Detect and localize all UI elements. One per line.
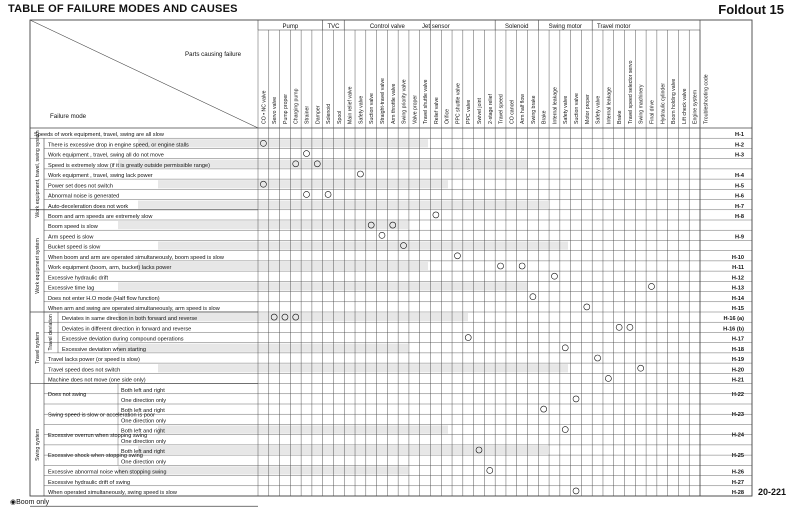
- cause-mark: [573, 488, 579, 494]
- part-label: Arm throttle valve: [390, 83, 397, 124]
- cause-mark: [465, 335, 471, 341]
- failure-mode-row: There is excessive drop in engine speed, or engine stalls: [48, 142, 189, 149]
- troubleshooting-code: H-24: [731, 432, 744, 439]
- part-label: CO • NC valve: [261, 90, 268, 124]
- shade-band: [118, 221, 408, 229]
- failure-mode-row: Boom and arm speeds are extremely slow: [48, 214, 153, 220]
- cause-mark: [627, 324, 633, 330]
- part-label: Servo valve: [272, 96, 279, 124]
- part-label: Valve proper: [412, 94, 419, 124]
- failure-mode-row: Speeds of work equipment, travel, swing are all slow: [34, 132, 164, 139]
- sub-mode-label: Both left and right: [121, 408, 165, 415]
- troubleshooting-code: H-12: [731, 275, 744, 282]
- troubleshooting-code: H-7: [734, 203, 744, 210]
- part-label: Final drive: [649, 100, 656, 124]
- cause-mark: [325, 191, 331, 197]
- part-label: Suction valve: [369, 93, 376, 124]
- sub-mode-label: One direction only: [121, 398, 167, 404]
- cause-mark: [541, 406, 547, 412]
- failure-mode-row: Travel speed does not switch: [48, 367, 121, 374]
- failure-mode-row: Deviates in same direction in both forward and reverse: [62, 316, 198, 323]
- sub-mode-label: One direction only: [121, 459, 167, 466]
- legend-boom-only: ◉Boom only: [10, 499, 50, 506]
- part-label: Solenoid: [326, 103, 333, 124]
- failure-mode-row: Abnormal noise is generated: [48, 193, 120, 200]
- troubleshooting-code: H-1: [734, 132, 744, 139]
- cause-mark: [487, 467, 493, 473]
- system-label: Work equipment system: [35, 238, 41, 294]
- part-label: Spool: [336, 110, 343, 124]
- troubleshooting-code: H-6: [734, 193, 744, 200]
- part-label: Brake: [541, 110, 548, 124]
- troubleshooting-code: H-8: [734, 214, 744, 220]
- troubleshooting-code: H-13: [731, 285, 744, 292]
- part-label: Suction valve: [574, 93, 581, 124]
- document-title: TABLE OF FAILURE MODES AND CAUSES: [8, 3, 238, 15]
- part-group-label: Control valve: [369, 24, 405, 30]
- troubleshooting-code: H-20: [731, 367, 744, 374]
- troubleshooting-code: H-16 (b): [723, 326, 744, 333]
- troubleshooting-code: H-9: [734, 234, 744, 241]
- part-label: Orifice: [444, 109, 451, 124]
- part-label: Arm half flow: [520, 94, 527, 124]
- shade-band: [138, 446, 548, 454]
- sub-mode-label: One direction only: [121, 438, 167, 445]
- cause-mark: [562, 427, 568, 433]
- cause-mark: [605, 375, 611, 381]
- failure-mode-row: Excessive hydraulic drift: [48, 275, 108, 282]
- cause-mark: [584, 304, 590, 310]
- part-label: Swing priority valve: [401, 79, 408, 124]
- troubleshooting-code: H-16 (a): [723, 316, 744, 323]
- shade-band: [138, 201, 548, 209]
- troubleshooting-code: H-22: [731, 391, 744, 398]
- shade-band: [158, 241, 568, 249]
- failure-mode-row: Bucket speed is slow: [48, 244, 101, 251]
- shade-band: [118, 344, 408, 352]
- sub-mode-label: Both left and right: [121, 387, 165, 394]
- part-label: Motor proper: [584, 94, 591, 124]
- failure-mode-row: Swing speed is slow or acceleration is poor: [48, 412, 155, 419]
- cause-mark: [562, 345, 568, 351]
- failure-mode-row: Excessive shock when stopping swing: [48, 453, 143, 460]
- part-label: Straight-travel valve: [379, 78, 386, 124]
- shade-band: [118, 282, 528, 290]
- part-label: Safety valve: [358, 95, 365, 124]
- failure-mode-row: Arm speed is slow: [48, 234, 94, 241]
- failure-mode-row: Does not enter H.O mode (Half flow function): [48, 295, 160, 302]
- failure-mode-row: Machine does not move (one side only): [48, 377, 146, 384]
- failure-mode-row: Excessive time lag: [48, 285, 95, 292]
- troubleshooting-code: H-11: [732, 265, 744, 272]
- cause-mark: [648, 283, 654, 289]
- system-label: Swing system: [35, 428, 41, 461]
- parts-causing-failure-label: Parts causing failure: [185, 51, 242, 58]
- part-label: Swing brake: [530, 95, 537, 124]
- sub-mode-label: One direction only: [121, 418, 167, 425]
- system-label: Work equipment, travel, swing system: [35, 130, 41, 218]
- troubleshooting-code: H-17: [731, 336, 744, 343]
- failure-mode-row: Auto-deceleration does not work: [48, 203, 129, 210]
- cause-mark: [551, 273, 557, 279]
- part-group-label: Swing motor: [548, 24, 582, 30]
- cause-mark: [433, 212, 439, 218]
- travel-deviation-label: Travel deviation: [48, 314, 54, 351]
- cause-mark: [616, 324, 622, 330]
- failure-mode-row: Does not swing: [48, 391, 87, 398]
- part-label: Safety valve: [563, 95, 570, 124]
- failure-mode-row: Excessive deviation during compound operations: [62, 336, 184, 343]
- part-group-label: Travel motor: [597, 24, 631, 30]
- cause-mark: [530, 294, 536, 300]
- part-label: Swivel joint: [477, 98, 483, 124]
- troubleshooting-code: H-28: [731, 490, 744, 496]
- failure-mode-row: Travel lacks power (or speed is slow): [48, 357, 140, 364]
- part-label: Boom holding valve: [671, 78, 678, 124]
- part-label: Engine system: [692, 89, 699, 124]
- part-label: Swing machinery: [638, 84, 645, 124]
- failure-mode-row: Work equipment , travel, swing lack power: [48, 173, 153, 180]
- troubleshooting-code: H-27: [731, 479, 744, 486]
- system-label: Travel system: [35, 331, 41, 364]
- part-label: Relief valve: [433, 97, 440, 124]
- part-label: Internal leakage: [606, 87, 613, 124]
- part-group-label: Solenoid: [505, 24, 529, 30]
- troubleshooting-code: H-21: [731, 377, 744, 384]
- failure-mode-row: When boom and arm are operated simultaneously, boom speed is slow: [48, 254, 224, 261]
- part-label: Brake: [617, 110, 624, 124]
- cause-mark: [379, 232, 385, 238]
- page-number: 20-221: [757, 487, 786, 497]
- troubleshooting-code: H-26: [731, 469, 744, 476]
- troubleshooting-code: H-10: [731, 254, 744, 261]
- troubleshooting-code: H-2: [734, 142, 744, 149]
- part-label: Pump proper: [282, 94, 289, 124]
- part-label: Strainer: [304, 105, 311, 124]
- part-label: Troubleshooting code: [703, 74, 710, 124]
- sub-mode-label: Both left and right: [121, 449, 165, 456]
- part-label: Internal leakage: [552, 87, 559, 124]
- troubleshooting-code: H-5: [734, 183, 744, 190]
- part-label: Charging pump: [293, 88, 300, 124]
- cause-mark: [357, 171, 363, 177]
- part-label: Travel speed selector servo: [627, 60, 634, 124]
- part-label: Hydraulic cylinder: [660, 83, 667, 124]
- failure-mode-row: Excessive hydraulic drift of swing: [48, 479, 131, 486]
- troubleshooting-code: H-18: [731, 346, 744, 353]
- troubleshooting-code: H-19: [731, 357, 744, 364]
- shade-band: [158, 180, 448, 188]
- failure-mode-label: Failure mode: [50, 113, 87, 120]
- cause-mark: [454, 253, 460, 259]
- part-label: CO cancel: [509, 99, 516, 124]
- cause-mark: [595, 355, 601, 361]
- part-label: PPC valve: [466, 99, 473, 124]
- part-label: Safety valve: [595, 95, 602, 124]
- failure-mode-row: When operated simultaneously, swing speed is slow: [48, 490, 177, 496]
- failure-mode-row: When arm and swing are operated simultaneously, arm speed is slow: [48, 306, 220, 312]
- failure-mode-row: Work equipment , travel, swing all do not move: [48, 152, 164, 159]
- failure-mode-row: Excessive deviation when starting: [62, 346, 146, 353]
- shade-band: [158, 425, 448, 433]
- part-label: 2-stage relief: [487, 93, 494, 124]
- part-group-label: Pump: [282, 24, 299, 30]
- failure-mode-row: Excessive overrun when stopping swing: [48, 432, 148, 439]
- part-label: Travel shuttle valve: [423, 79, 430, 124]
- sub-mode-label: Both left and right: [121, 428, 165, 435]
- shade-band: [158, 364, 568, 372]
- cause-mark: [519, 263, 525, 269]
- cause-mark: [573, 396, 579, 402]
- part-group-label: Jet sensor: [422, 24, 450, 30]
- failure-mode-row: Power set does not switch: [48, 183, 113, 190]
- part-label: Main relief valve: [347, 86, 354, 124]
- troubleshooting-code: H-14: [731, 295, 744, 302]
- failure-mode-row: Excessive abnormal noise when stopping swing: [48, 469, 167, 476]
- failure-mode-row: Deviates in different direction in forward and reverse: [62, 326, 192, 333]
- troubleshooting-code: H-3: [734, 152, 744, 159]
- shade-band: [138, 262, 428, 270]
- part-label: Travel speed: [498, 94, 505, 124]
- failure-mode-row: Work equipment (boom, arm, bucket) lacks power: [48, 265, 172, 272]
- cause-mark: [304, 191, 310, 197]
- troubleshooting-code: H-4: [734, 173, 744, 180]
- troubleshooting-code: H-23: [731, 412, 744, 419]
- header-diagonal: [30, 20, 258, 128]
- failure-mode-row: Speed is extremely slow (if it is greatly outside permissible range): [48, 162, 210, 169]
- troubleshooting-code: H-25: [731, 453, 744, 460]
- foldout-label: Foldout 15: [718, 2, 784, 17]
- part-label: PPC shuttle valve: [455, 83, 462, 124]
- cause-mark: [638, 365, 644, 371]
- part-group-label: TVC: [327, 24, 340, 30]
- troubleshooting-code: H-15: [731, 306, 744, 312]
- cause-mark: [304, 151, 310, 157]
- failure-mode-row: Boom speed is slow: [48, 224, 98, 231]
- part-label: Damper: [315, 105, 322, 124]
- part-label: Lift check valve: [681, 88, 688, 124]
- cause-mark: [498, 263, 504, 269]
